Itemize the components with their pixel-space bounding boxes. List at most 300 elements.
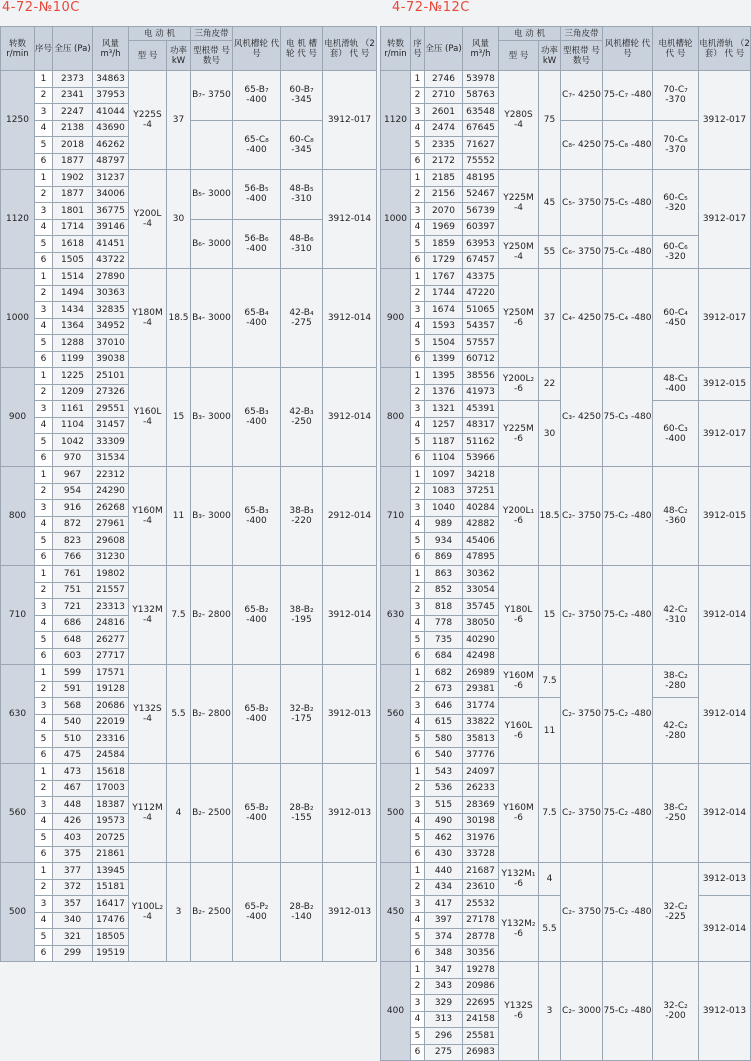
seq-cell: 5 [35, 137, 53, 154]
seq-cell: 2 [35, 780, 53, 797]
rail-cell: 3912-013 [323, 764, 377, 863]
seq-cell: 4 [35, 318, 53, 335]
header-belt: 型根带 号数号 [561, 41, 603, 71]
pressure-cell: 536 [425, 780, 463, 797]
seq-cell: 6 [411, 252, 425, 269]
seq-cell: 5 [35, 830, 53, 847]
motor-model-cell: Y132M -4 [129, 566, 167, 665]
seq-cell: 2 [411, 681, 425, 698]
fan-wheel-cell: 75-C₆ -480 [603, 236, 653, 269]
seq-cell: 4 [35, 714, 53, 731]
motor-model-cell: Y160M -6 [499, 764, 539, 863]
flow-cell: 41451 [93, 236, 129, 253]
flow-cell: 46262 [93, 137, 129, 154]
header-speed: 转数 r/min [1, 27, 35, 71]
speed-cell: 1250 [1, 71, 35, 170]
table-row [381, 170, 751, 187]
flow-cell: 41044 [93, 104, 129, 121]
motor-wheel-cell: 48-B₅ -310 [281, 170, 323, 220]
flow-cell: 21557 [93, 582, 129, 599]
pressure-cell: 869 [425, 549, 463, 566]
table-row [1, 863, 377, 880]
seq-cell: 6 [35, 153, 53, 170]
motor-model-cell: Y100L₂ -4 [129, 863, 167, 962]
rail-cell: 3912-013 [699, 863, 751, 896]
seq-cell: 5 [411, 434, 425, 451]
pressure-cell: 321 [53, 929, 93, 946]
motor-power-cell: 18.5 [167, 269, 191, 368]
seq-cell: 2 [411, 978, 425, 995]
motor-model-cell: Y132S -6 [499, 962, 539, 1061]
belt-cell: C₂- 3750 [561, 467, 603, 566]
pressure-cell: 1376 [425, 384, 463, 401]
pressure-cell: 1714 [53, 219, 93, 236]
fan-wheel-cell: 75-C₅ -480 [603, 170, 653, 236]
seq-cell: 5 [35, 533, 53, 550]
header-rail: 电机滑轨 （2套） 代 号 [699, 27, 751, 71]
seq-cell: 1 [411, 467, 425, 484]
seq-cell: 1 [35, 368, 53, 385]
seq-cell: 4 [35, 516, 53, 533]
motor-power-cell: 11 [539, 698, 561, 764]
seq-cell: 2 [411, 582, 425, 599]
pressure-cell: 1767 [425, 269, 463, 286]
pressure-cell: 1042 [53, 434, 93, 451]
pressure-cell: 2172 [425, 153, 463, 170]
motor-wheel-cell: 48-C₃ -400 [653, 368, 699, 401]
pressure-cell: 475 [53, 747, 93, 764]
speed-cell: 710 [381, 467, 411, 566]
seq-cell: 3 [411, 797, 425, 814]
pressure-cell: 275 [425, 1044, 463, 1061]
rail-cell: 3912-013 [699, 962, 751, 1061]
fan-wheel-cell: 75-C₈ -480 [603, 120, 653, 170]
pressure-cell: 348 [425, 945, 463, 962]
flow-cell: 43722 [93, 252, 129, 269]
fan-wheel-cell: 65-B₄ -400 [233, 269, 281, 368]
seq-cell: 4 [411, 417, 425, 434]
flow-cell: 19519 [93, 945, 129, 962]
seq-cell: 5 [35, 236, 53, 253]
seq-cell: 4 [411, 813, 425, 830]
left-spec-table [0, 26, 377, 962]
speed-cell: 1120 [381, 71, 411, 170]
table-row [381, 665, 751, 682]
seq-cell: 3 [411, 500, 425, 517]
flow-cell: 16417 [93, 896, 129, 913]
motor-model-cell: Y180L -6 [499, 566, 539, 665]
motor-wheel-cell: 60-C₈ -345 [281, 120, 323, 170]
motor-wheel-cell: 38-B₂ -195 [281, 566, 323, 665]
flow-cell: 53966 [463, 450, 499, 467]
pressure-cell: 2335 [425, 137, 463, 154]
seq-cell: 5 [35, 929, 53, 946]
header-belt: 型根带 号数号 [191, 41, 233, 71]
pressure-cell: 1187 [425, 434, 463, 451]
flow-cell: 24290 [93, 483, 129, 500]
seq-cell: 2 [411, 285, 425, 302]
flow-cell: 67645 [463, 120, 499, 137]
table-row [1, 170, 377, 187]
motor-model-cell: Y200L -4 [129, 170, 167, 269]
seq-cell: 1 [35, 71, 53, 88]
motor-power-cell: 3 [539, 962, 561, 1061]
seq-cell: 6 [35, 648, 53, 665]
flow-cell: 48195 [463, 170, 499, 187]
seq-cell: 5 [35, 434, 53, 451]
fan-wheel-cell: 75-C₂ -480 [603, 566, 653, 665]
belt-cell: B₇- 3750 [191, 71, 233, 121]
header-pressure: 全压 (Pa) [53, 27, 93, 71]
flow-cell: 75552 [463, 153, 499, 170]
flow-cell: 22312 [93, 467, 129, 484]
table-row [1, 764, 377, 781]
motor-model-cell: Y250M -6 [499, 269, 539, 368]
pressure-cell: 1364 [53, 318, 93, 335]
seq-cell: 5 [411, 632, 425, 649]
flow-cell: 20725 [93, 830, 129, 847]
motor-power-cell: 18.5 [539, 467, 561, 566]
belt-cell: C₂- 3750 [561, 764, 603, 863]
motor-power-cell: 4 [167, 764, 191, 863]
seq-cell: 5 [411, 830, 425, 847]
rail-cell: 3912-013 [323, 665, 377, 764]
pressure-cell: 1593 [425, 318, 463, 335]
flow-cell: 34006 [93, 186, 129, 203]
speed-cell: 800 [381, 368, 411, 467]
flow-cell: 18505 [93, 929, 129, 946]
flow-cell: 24816 [93, 615, 129, 632]
flow-cell: 39146 [93, 219, 129, 236]
speed-cell: 1000 [1, 269, 35, 368]
pressure-cell: 852 [425, 582, 463, 599]
pressure-cell: 448 [53, 797, 93, 814]
table-row [1, 269, 377, 286]
flow-cell: 34952 [93, 318, 129, 335]
seq-cell: 6 [35, 450, 53, 467]
flow-cell: 35813 [463, 731, 499, 748]
pressure-cell: 591 [53, 681, 93, 698]
seq-cell: 3 [35, 896, 53, 913]
header-power: 功率 kW [539, 41, 561, 71]
motor-power-cell: 4 [539, 863, 561, 896]
flow-cell: 40284 [463, 500, 499, 517]
header-belt-group: 三角皮带 [191, 27, 233, 41]
pressure-cell: 1744 [425, 285, 463, 302]
seq-cell: 1 [35, 566, 53, 583]
motor-power-cell: 7.5 [167, 566, 191, 665]
flow-cell: 37251 [463, 483, 499, 500]
rail-cell: 3912-014 [699, 566, 751, 665]
table-row [381, 764, 751, 781]
seq-cell: 1 [35, 467, 53, 484]
header-seq: 序号 [411, 27, 425, 71]
motor-wheel-cell: 38-C₂ -280 [653, 665, 699, 698]
flow-cell: 41973 [463, 384, 499, 401]
table-row [381, 120, 751, 137]
pressure-cell: 1209 [53, 384, 93, 401]
fan-wheel-cell: 75-C₃ -480 [603, 368, 653, 467]
seq-cell: 1 [411, 566, 425, 583]
seq-cell: 2 [35, 285, 53, 302]
belt-cell: B₂- 2800 [191, 665, 233, 764]
header-belt-group: 三角皮带 [561, 27, 603, 41]
flow-cell: 20986 [463, 978, 499, 995]
seq-cell: 4 [411, 1011, 425, 1028]
pressure-cell: 1505 [53, 252, 93, 269]
flow-cell: 27961 [93, 516, 129, 533]
pressure-cell: 1104 [425, 450, 463, 467]
pressure-cell: 1395 [425, 368, 463, 385]
pressure-cell: 343 [425, 978, 463, 995]
pressure-cell: 377 [53, 863, 93, 880]
rail-cell: 3912-014 [323, 269, 377, 368]
flow-cell: 51065 [463, 302, 499, 319]
flow-cell: 36775 [93, 203, 129, 220]
pressure-cell: 1434 [53, 302, 93, 319]
flow-cell: 31534 [93, 450, 129, 467]
seq-cell: 5 [35, 731, 53, 748]
motor-model-cell: Y112M -4 [129, 764, 167, 863]
flow-cell: 33054 [463, 582, 499, 599]
pressure-cell: 648 [53, 632, 93, 649]
table-row [381, 368, 751, 385]
pressure-cell: 823 [53, 533, 93, 550]
seq-cell: 2 [411, 384, 425, 401]
pressure-cell: 954 [53, 483, 93, 500]
rail-cell: 3912-014 [323, 566, 377, 665]
fan-wheel-cell: 75-C₄ -480 [603, 269, 653, 368]
seq-cell: 5 [35, 632, 53, 649]
seq-cell: 5 [411, 731, 425, 748]
fan-wheel-cell: 75-C₂ -480 [603, 467, 653, 566]
seq-cell: 1 [411, 170, 425, 187]
motor-power-cell: 7.5 [539, 665, 561, 698]
belt-cell: C₂- 3750 [561, 665, 603, 764]
flow-cell: 22019 [93, 714, 129, 731]
motor-power-cell: 30 [167, 170, 191, 269]
pressure-cell: 1902 [53, 170, 93, 187]
motor-wheel-cell: 42-C₂ -310 [653, 566, 699, 665]
pressure-cell: 1969 [425, 219, 463, 236]
seq-cell: 4 [35, 120, 53, 137]
seq-cell: 1 [411, 269, 425, 286]
flow-cell: 19278 [463, 962, 499, 979]
pressure-cell: 417 [425, 896, 463, 913]
seq-cell: 3 [411, 104, 425, 121]
motor-wheel-cell: 28-B₂ -140 [281, 863, 323, 962]
seq-cell: 3 [35, 302, 53, 319]
pressure-cell: 2746 [425, 71, 463, 88]
seq-cell: 6 [411, 648, 425, 665]
seq-cell: 6 [35, 351, 53, 368]
flow-cell: 18387 [93, 797, 129, 814]
fan-wheel-cell: 65-B₂ -400 [233, 665, 281, 764]
belt-cell: B₅- 3000 [191, 170, 233, 220]
flow-cell: 58763 [463, 87, 499, 104]
motor-power-cell: 7.5 [539, 764, 561, 863]
rail-cell: 2912-014 [323, 467, 377, 566]
pressure-cell: 1104 [53, 417, 93, 434]
flow-cell: 42498 [463, 648, 499, 665]
seq-cell: 1 [411, 665, 425, 682]
motor-power-cell: 11 [167, 467, 191, 566]
pressure-cell: 1040 [425, 500, 463, 517]
flow-cell: 63548 [463, 104, 499, 121]
seq-cell: 6 [411, 549, 425, 566]
speed-cell: 900 [1, 368, 35, 467]
motor-power-cell: 55 [539, 236, 561, 269]
seq-cell: 6 [35, 549, 53, 566]
motor-model-cell: Y200L₁ -6 [499, 467, 539, 566]
motor-wheel-cell: 70-C₇ -370 [653, 71, 699, 121]
flow-cell: 33728 [463, 846, 499, 863]
pressure-cell: 329 [425, 995, 463, 1012]
seq-cell: 6 [411, 846, 425, 863]
seq-cell: 4 [35, 813, 53, 830]
pressure-cell: 2710 [425, 87, 463, 104]
header-model: 型 号 [129, 41, 167, 71]
seq-cell: 2 [411, 780, 425, 797]
seq-cell: 1 [411, 863, 425, 880]
seq-cell: 3 [35, 500, 53, 517]
rail-cell: 3912-017 [699, 401, 751, 467]
speed-cell: 630 [1, 665, 35, 764]
flow-cell: 23316 [93, 731, 129, 748]
belt-cell: B₃- 3000 [191, 467, 233, 566]
motor-model-cell: Y200L₂ -6 [499, 368, 539, 401]
motor-power-cell: 5.5 [539, 896, 561, 962]
belt-cell: C₆- 3750 [561, 236, 603, 269]
motor-model-cell: Y225M -6 [499, 401, 539, 467]
belt-cell: B₄- 3000 [191, 269, 233, 368]
pressure-cell: 735 [425, 632, 463, 649]
flow-cell: 33309 [93, 434, 129, 451]
right-spec-table [380, 26, 751, 1061]
pressure-cell: 580 [425, 731, 463, 748]
motor-wheel-cell: 70-C₈ -370 [653, 120, 699, 170]
header-pressure: 全压 (Pa) [425, 27, 463, 71]
seq-cell: 6 [411, 1044, 425, 1061]
pressure-cell: 374 [425, 929, 463, 946]
seq-cell: 6 [35, 945, 53, 962]
seq-cell: 5 [411, 137, 425, 154]
motor-wheel-cell: 60-C₃ -400 [653, 401, 699, 467]
flow-cell: 21861 [93, 846, 129, 863]
rail-cell: 3912-014 [699, 665, 751, 764]
flow-cell: 31230 [93, 549, 129, 566]
flow-cell: 28369 [463, 797, 499, 814]
motor-wheel-cell: 32-B₂ -175 [281, 665, 323, 764]
seq-cell: 6 [411, 351, 425, 368]
seq-cell: 5 [411, 1028, 425, 1045]
flow-cell: 47895 [463, 549, 499, 566]
pressure-cell: 2601 [425, 104, 463, 121]
pressure-cell: 1618 [53, 236, 93, 253]
pressure-cell: 510 [53, 731, 93, 748]
seq-cell: 3 [411, 203, 425, 220]
pressure-cell: 686 [53, 615, 93, 632]
pressure-cell: 340 [53, 912, 93, 929]
left-spec-panel [0, 26, 376, 974]
flow-cell: 48797 [93, 153, 129, 170]
seq-cell: 3 [35, 698, 53, 715]
flow-cell: 19573 [93, 813, 129, 830]
motor-wheel-cell: 32-C₂ -225 [653, 863, 699, 962]
left-table-title: 4-72-№10C [2, 0, 80, 15]
seq-cell: 4 [35, 912, 53, 929]
rail-cell: 3912-013 [323, 863, 377, 962]
pressure-cell: 430 [425, 846, 463, 863]
pressure-cell: 434 [425, 879, 463, 896]
fan-wheel-cell: 75-C₇ -480 [603, 71, 653, 121]
seq-cell: 4 [411, 714, 425, 731]
speed-cell: 710 [1, 566, 35, 665]
seq-cell: 3 [411, 401, 425, 418]
motor-power-cell: 45 [539, 170, 561, 236]
pressure-cell: 1225 [53, 368, 93, 385]
flow-cell: 43690 [93, 120, 129, 137]
seq-cell: 1 [411, 368, 425, 385]
header-rail: 电机滑轨 （2套） 代 号 [323, 27, 377, 71]
pressure-cell: 540 [425, 747, 463, 764]
seq-cell: 4 [411, 219, 425, 236]
pressure-cell: 467 [53, 780, 93, 797]
pressure-cell: 1877 [53, 186, 93, 203]
flow-cell: 24158 [463, 1011, 499, 1028]
flow-cell: 19128 [93, 681, 129, 698]
pressure-cell: 1494 [53, 285, 93, 302]
table-row [1, 368, 377, 385]
motor-wheel-cell: 48-B₆ -310 [281, 219, 323, 269]
fan-wheel-cell: 65-P₂ -400 [233, 863, 281, 962]
seq-cell: 2 [35, 879, 53, 896]
flow-cell: 17003 [93, 780, 129, 797]
pressure-cell: 2156 [425, 186, 463, 203]
flow-cell: 21687 [463, 863, 499, 880]
motor-wheel-cell: 48-C₂ -360 [653, 467, 699, 566]
flow-cell: 26989 [463, 665, 499, 682]
belt-cell: C₅- 3750 [561, 170, 603, 236]
speed-cell: 500 [381, 764, 411, 863]
motor-power-cell: 15 [167, 368, 191, 467]
flow-cell: 27717 [93, 648, 129, 665]
pressure-cell: 603 [53, 648, 93, 665]
motor-model-cell: Y132M₁ -6 [499, 863, 539, 896]
pressure-cell: 2247 [53, 104, 93, 121]
pressure-cell: 347 [425, 962, 463, 979]
seq-cell: 5 [411, 533, 425, 550]
header-power: 功率 kW [167, 41, 191, 71]
pressure-cell: 1674 [425, 302, 463, 319]
flow-cell: 48317 [463, 417, 499, 434]
pressure-cell: 2185 [425, 170, 463, 187]
pressure-cell: 1514 [53, 269, 93, 286]
flow-cell: 15618 [93, 764, 129, 781]
seq-cell: 1 [35, 269, 53, 286]
pressure-cell: 934 [425, 533, 463, 550]
seq-cell: 2 [411, 879, 425, 896]
flow-cell: 31774 [463, 698, 499, 715]
flow-cell: 19802 [93, 566, 129, 583]
motor-model-cell: Y225M -4 [499, 170, 539, 236]
pressure-cell: 440 [425, 863, 463, 880]
seq-cell: 1 [35, 170, 53, 187]
speed-cell: 560 [381, 665, 411, 764]
flow-cell: 38556 [463, 368, 499, 385]
flow-cell: 52467 [463, 186, 499, 203]
pressure-cell: 599 [53, 665, 93, 682]
